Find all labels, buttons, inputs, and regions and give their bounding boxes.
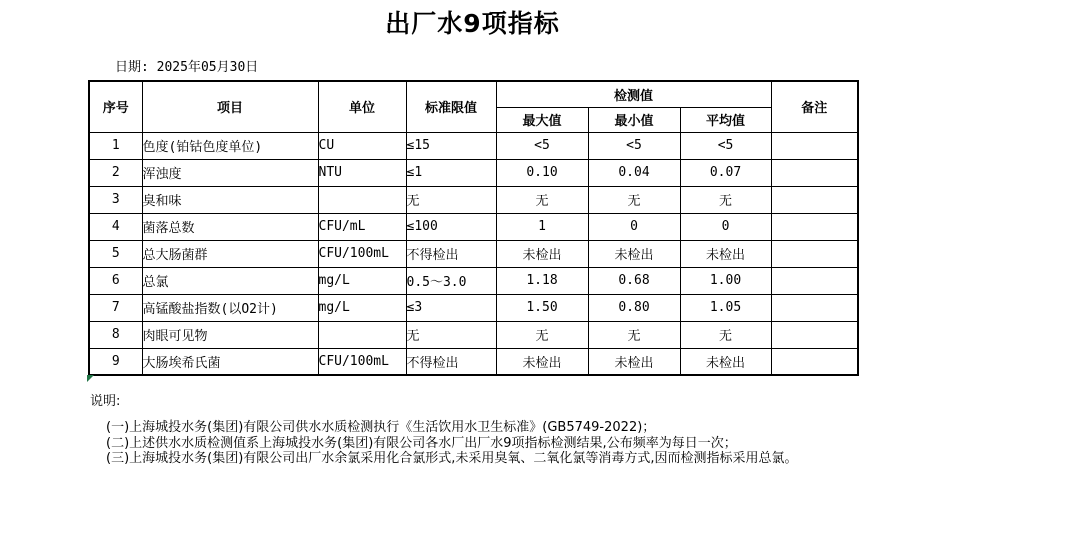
cell-limit: 0.5～3.0 xyxy=(406,267,496,294)
cell-max: <5 xyxy=(496,132,588,159)
notes-block xyxy=(106,420,798,467)
cell-remark xyxy=(771,132,858,159)
cell-avg: 1.05 xyxy=(680,294,771,321)
cell-avg: 1.00 xyxy=(680,267,771,294)
col-header-limit: 标准限值 xyxy=(406,81,496,132)
cell-max: 1 xyxy=(496,213,588,240)
table-row xyxy=(89,186,858,213)
cell-index: 5 xyxy=(89,240,142,267)
cell-min: 0.04 xyxy=(588,159,680,186)
cell-avg: 无 xyxy=(680,186,771,213)
cell-avg: 未检出 xyxy=(680,240,771,267)
cell-min: 未检出 xyxy=(588,240,680,267)
cell-index: 8 xyxy=(89,321,142,348)
cell-unit: CFU/100mL xyxy=(318,240,406,267)
note-line: (一)上海城投水务(集团)有限公司供水水质检测执行《生活饮用水卫生标准》(GB5749-2022)； xyxy=(106,420,656,435)
note-line: (三)上海城投水务(集团)有限公司出厂水余氯采用化合氯形式,未采用臭氧、二氧化氯等消毒方式,因而检测指标采用总氯。 xyxy=(106,451,798,466)
table-row xyxy=(89,132,858,159)
cell-item: 总氯 xyxy=(142,267,318,294)
cell-remark xyxy=(771,213,858,240)
excel-corner-marker-icon xyxy=(87,375,94,382)
cell-avg: 0 xyxy=(680,213,771,240)
col-header-unit: 单位 xyxy=(318,81,406,132)
cell-max: 未检出 xyxy=(496,240,588,267)
table-row xyxy=(89,321,858,348)
cell-min: 0.68 xyxy=(588,267,680,294)
cell-limit: ≤100 xyxy=(406,213,496,240)
col-header-min: 最小值 xyxy=(588,107,680,132)
table-row xyxy=(89,348,858,375)
cell-item: 菌落总数 xyxy=(142,213,318,240)
cell-unit xyxy=(318,186,406,213)
cell-unit: CFU/100mL xyxy=(318,348,406,375)
cell-min: 未检出 xyxy=(588,348,680,375)
cell-remark xyxy=(771,159,858,186)
cell-index: 6 xyxy=(89,267,142,294)
cell-unit: mg/L xyxy=(318,267,406,294)
cell-min: 无 xyxy=(588,321,680,348)
cell-max: 未检出 xyxy=(496,348,588,375)
cell-item: 臭和味 xyxy=(142,186,318,213)
note-line: (二)上述供水水质检测值系上海城投水务(集团)有限公司各水厂出厂水9项指标检测结果,公布频率为每日一次； xyxy=(106,435,737,451)
col-header-remark: 备注 xyxy=(771,81,858,132)
cell-index: 7 xyxy=(89,294,142,321)
table-row xyxy=(89,267,858,294)
col-header-max: 最大值 xyxy=(496,107,588,132)
cell-unit xyxy=(318,321,406,348)
cell-max: 0.10 xyxy=(496,159,588,186)
col-header-avg: 平均值 xyxy=(680,107,771,132)
cell-index: 1 xyxy=(89,132,142,159)
cell-unit: CU xyxy=(318,132,406,159)
cell-item: 总大肠菌群 xyxy=(142,240,318,267)
cell-unit: mg/L xyxy=(318,294,406,321)
cell-item: 浑浊度 xyxy=(142,159,318,186)
cell-limit: 不得检出 xyxy=(406,240,496,267)
cell-remark xyxy=(771,348,858,375)
col-header-index: 序号 xyxy=(89,81,142,132)
cell-remark xyxy=(771,186,858,213)
cell-remark xyxy=(771,294,858,321)
cell-item: 大肠埃希氏菌 xyxy=(142,348,318,375)
cell-limit: ≤15 xyxy=(406,132,496,159)
col-header-item: 项目 xyxy=(142,81,318,132)
notes-heading: 说明: xyxy=(90,394,121,409)
cell-index: 3 xyxy=(89,186,142,213)
cell-min: 无 xyxy=(588,186,680,213)
cell-unit: NTU xyxy=(318,159,406,186)
table-row xyxy=(89,240,858,267)
table-row xyxy=(89,213,858,240)
cell-min: <5 xyxy=(588,132,680,159)
cell-max: 1.18 xyxy=(496,267,588,294)
table-row xyxy=(89,294,858,321)
cell-index: 4 xyxy=(89,213,142,240)
cell-min: 0.80 xyxy=(588,294,680,321)
cell-limit: ≤1 xyxy=(406,159,496,186)
cell-avg: 0.07 xyxy=(680,159,771,186)
cell-remark xyxy=(771,321,858,348)
cell-limit: 无 xyxy=(406,321,496,348)
water-quality-table xyxy=(88,80,859,376)
cell-index: 2 xyxy=(89,159,142,186)
cell-limit: 不得检出 xyxy=(406,348,496,375)
cell-max: 1.50 xyxy=(496,294,588,321)
cell-avg: 未检出 xyxy=(680,348,771,375)
date-label: 日期: 2025年05月30日 xyxy=(115,60,259,75)
cell-remark xyxy=(771,240,858,267)
cell-limit: ≤3 xyxy=(406,294,496,321)
cell-avg: <5 xyxy=(680,132,771,159)
cell-max: 无 xyxy=(496,186,588,213)
cell-remark xyxy=(771,267,858,294)
cell-avg: 无 xyxy=(680,321,771,348)
cell-min: 0 xyxy=(588,213,680,240)
cell-max: 无 xyxy=(496,321,588,348)
cell-item: 高锰酸盐指数(以O2计) xyxy=(142,294,318,321)
cell-limit: 无 xyxy=(406,186,496,213)
col-header-detection-group: 检测值 xyxy=(496,81,771,107)
cell-index: 9 xyxy=(89,348,142,375)
table-row xyxy=(89,159,858,186)
cell-unit: CFU/mL xyxy=(318,213,406,240)
page-title: 出厂水9项指标 xyxy=(385,9,560,38)
cell-item: 色度(铂钴色度单位) xyxy=(142,132,318,159)
cell-item: 肉眼可见物 xyxy=(142,321,318,348)
